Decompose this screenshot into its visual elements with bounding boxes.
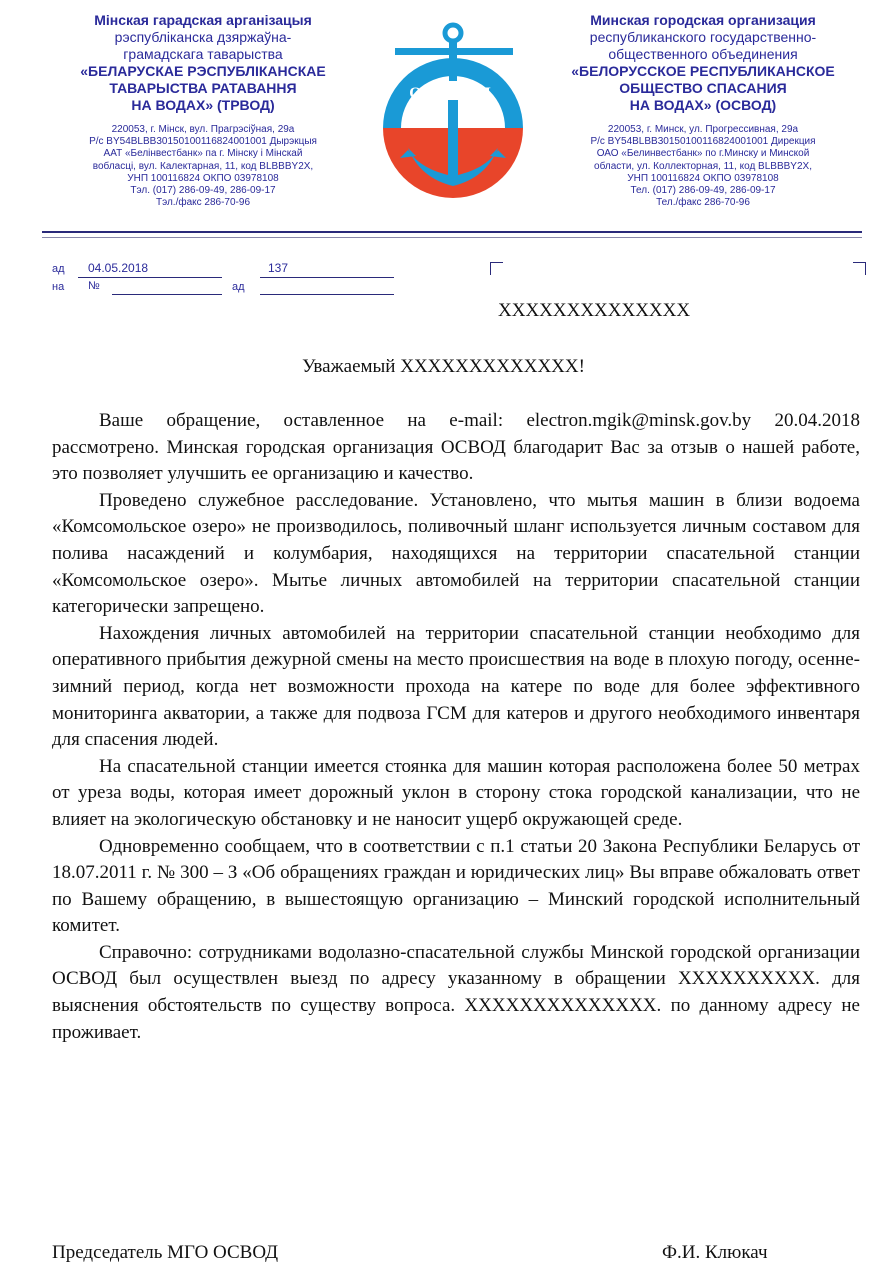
address-line: Тэл./факс 286-70-96 — [155, 197, 251, 209]
letterhead-belarusian — [48, 12, 358, 209]
address-line: Тел./факс 286-70-96 — [656, 197, 750, 209]
date-underline — [78, 277, 222, 278]
signatory-name: Ф.И. Клюкач — [662, 1242, 768, 1263]
from-label: ад — [52, 263, 65, 275]
address-line: 220053, г. Минск, ул. Прогрессивная, 29а — [607, 124, 799, 135]
paragraph: На спасательной станции имеется стоянка для машин которая расположена более 50 метрах от уреза воды, которая имеет дорожный уклон в сторону стока городской канализации, что не влияет на экологическую обстановку и не наносит ущерб окружающей среде. — [52, 755, 860, 830]
org-title: НА ВОДАХ» (ТРВОД) — [131, 97, 275, 113]
org-subtitle: грамадскага таварыства — [123, 46, 283, 62]
letter-body — [52, 408, 860, 1046]
address-line: Тел. (017) 286-09-49, 286-09-17 — [630, 185, 776, 197]
address-line: вобласці, вул. Калектарная, 11, код BLBBBY2X, — [92, 160, 314, 172]
org-title: ОБЩЕСТВО СПАСАНИЯ — [619, 80, 787, 96]
number-label: № — [88, 280, 100, 292]
address-line: УНП 100116824 ОКПО 03978108 — [127, 172, 279, 184]
signatory-position: Председатель МГО ОСВОД — [52, 1242, 279, 1263]
org-title: «БЕЛАРУСКАЕ РЭСПУБЛІКАНСКАЕ — [80, 63, 326, 79]
address-line: Р/с BY54BLBB30150100116824001001 Дирекция — [590, 136, 816, 148]
ref-number-underline — [112, 294, 222, 295]
letterhead-russian — [548, 12, 858, 209]
address-corner-left — [490, 262, 503, 275]
address-line: ОАО «Белинвестбанк» по г.Минску и Минской — [596, 148, 810, 160]
org-address — [548, 124, 858, 209]
number-underline — [260, 277, 394, 278]
address-line: 220053, г. Мінск, вул. Прагрэсіўная, 29а — [111, 124, 295, 135]
org-title: НА ВОДАХ» (ОСВОД) — [629, 97, 777, 113]
from-label: ад — [232, 281, 245, 293]
org-subtitle: рэспубліканска дзяржаўна- — [114, 29, 292, 45]
paragraph: Одновременно сообщаем, что в соответствии с п.1 статьи 20 Закона Республики Беларусь от 18.07.2011 г. № 300 – З «Об обращениях граждан и юридических лиц» Вы вправе обжаловать ответ по Вашему обращению, в вышестоящую организацию – Минский городской исполнительный комитет. — [52, 835, 860, 937]
org-subtitle: республиканского государственно- — [589, 29, 817, 45]
paragraph: Проведено служебное расследование. Установлено, что мытья машин в близи водоема «Комсомольское озеро» не производилось, поливочный шланг используется личным составом для полива насаждений и колумбария, находящихся на территории спасательной станции «Комсомольское озеро». Мытье личных автомобилей на территории спасательной станции категорически запрещено. — [52, 489, 860, 618]
paragraph: Справочно: сотрудниками водолазно-спасательной службы Минской городской организации ОСВОД был осуществлен выезд по адресу указанному в обращении ХХХХХХХХХХ. для выяснения обстоятельств по существу вопроса. ХХХХХХХХХХХХХХ. по данному адресу не проживает. — [52, 941, 860, 1043]
org-title: «БЕЛОРУССКОЕ РЕСПУБЛИКАНСКОЕ — [571, 63, 835, 79]
org-title: ТАВАРЫСТВА РАТАВАННЯ — [109, 80, 297, 96]
paragraph: Ваше обращение, оставленное на e-mail: electron.mgik@minsk.gov.by 20.04.2018 рассмотрено. Минская городская организация ОСВОД благодарит Вас за отзыв о нашей работе, это позволяет улучшить ее организацию и качество. — [52, 410, 860, 485]
address-line: Р/с BY54BLBB30150100116824001001 Дырэкцыя — [89, 136, 317, 148]
greeting: Уважаемый ХХХХХХХХХХХХХ! — [302, 356, 585, 377]
address-line: Тэл. (017) 286-09-49, 286-09-17 — [130, 185, 276, 197]
address-corner-right — [853, 262, 866, 275]
paragraph: Нахождения личных автомобилей на территории спасательной станции необходимо для оперативного прибытия дежурной смены на место происшествия на воде в плохую погоду, осенне-зимний период, когда нет возможности прохода на катере по воде для более эффективного мониторинга акватории, а также для подвоза ГСМ для катеров и другого необходимого инвентаря для спасения людей. — [52, 622, 860, 751]
org-name: Минская городская организация — [590, 12, 816, 28]
org-address — [48, 124, 358, 209]
osvod-anchor-logo — [380, 8, 530, 208]
outgoing-date: 04.05.2018 — [88, 261, 149, 275]
org-subtitle: общественного объединения — [608, 46, 798, 62]
to-label: на — [52, 281, 65, 293]
address-line: области, ул. Коллекторная, 11, код BLBBBY2X, — [594, 160, 812, 172]
address-line: УНП 100116824 ОКПО 03978108 — [627, 172, 779, 184]
logo-text: ОСВОД — [409, 85, 497, 102]
header-divider — [42, 237, 862, 238]
header-divider — [42, 231, 862, 233]
outgoing-number: 137 — [268, 261, 289, 275]
address-line: ААТ «Белінвестбанк» па г. Мінску і Мінскай — [103, 148, 303, 160]
addressee: ХХХХХХХХХХХХХХ — [498, 300, 691, 321]
ref-date-underline — [260, 294, 394, 295]
org-name: Мінская гарадская арганізацыя — [94, 12, 312, 28]
